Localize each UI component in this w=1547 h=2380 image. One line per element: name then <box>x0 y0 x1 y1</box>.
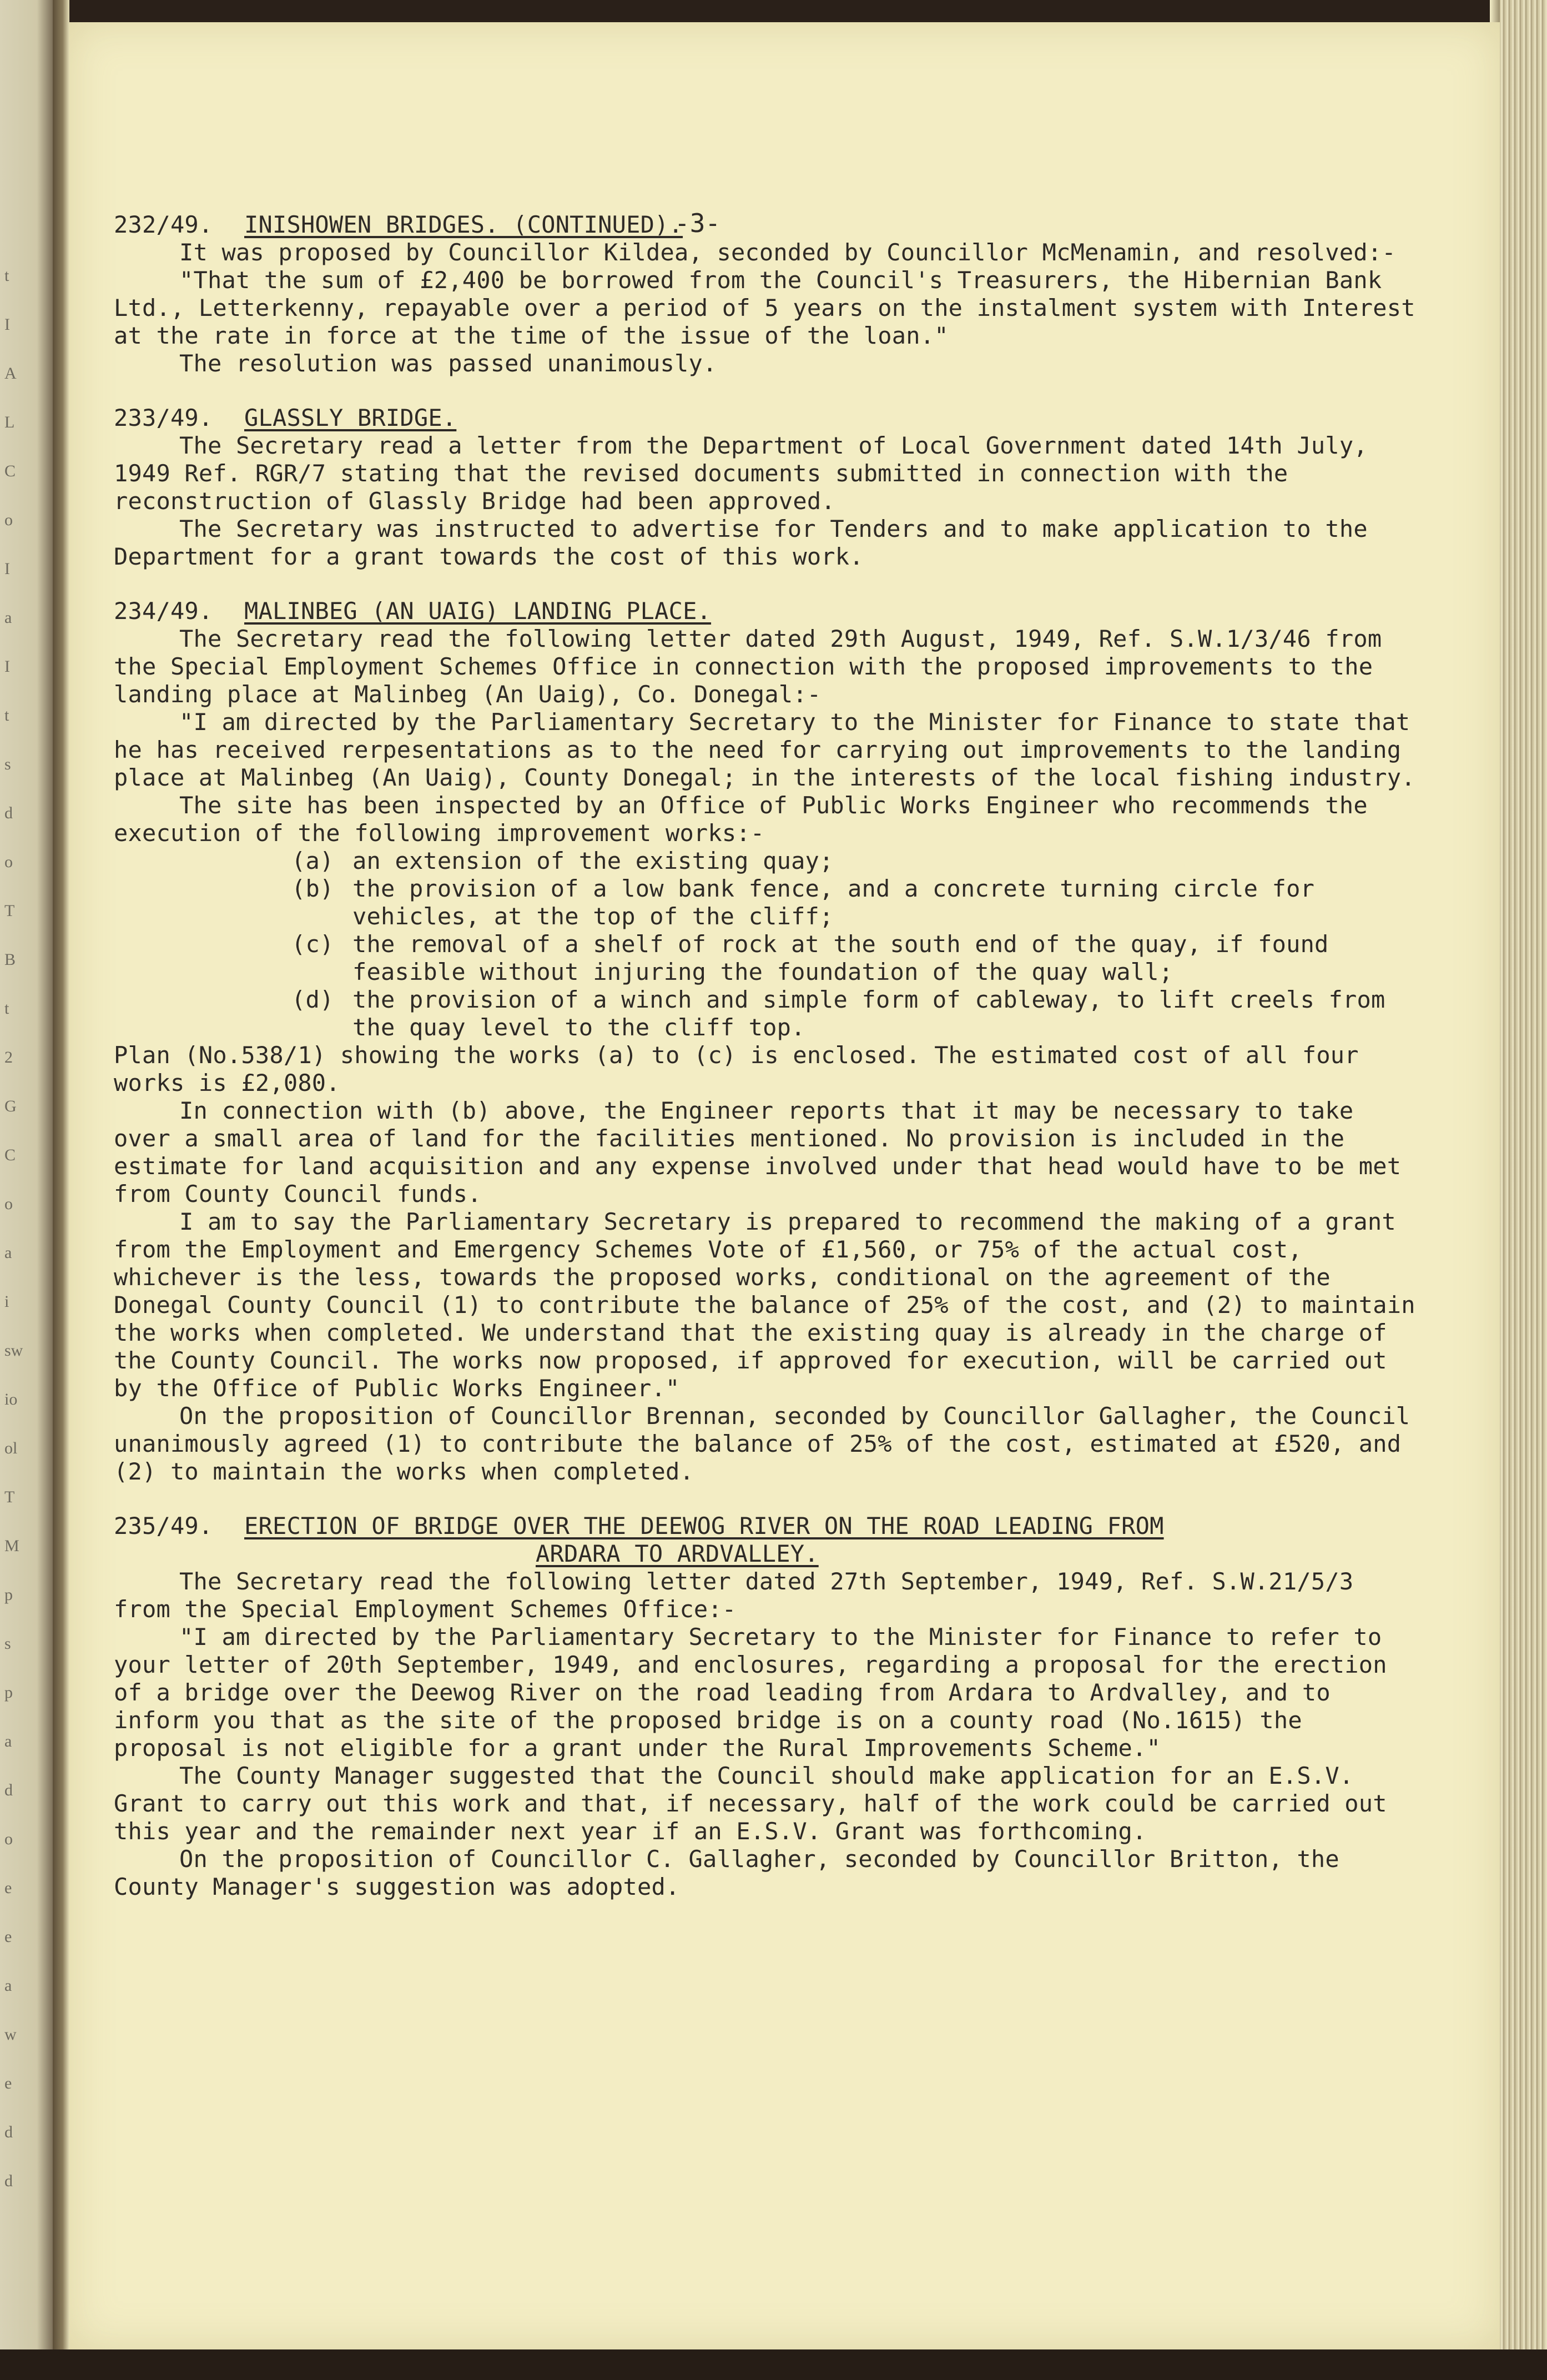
facing-page-fragment: sw <box>4 1341 23 1360</box>
list-text: the removal of a shelf of rock at the south end of the quay, if found feasible without injuring the foundation of the quay wall; <box>352 930 1329 985</box>
list-item <box>114 930 1424 986</box>
section-title-line-2: ARDARA TO ARDVALLEY. <box>536 1540 819 1567</box>
facing-page-fragment: T <box>4 1488 15 1506</box>
section-title: ERECTION OF BRIDGE OVER THE DEEWOG RIVER ON THE ROAD LEADING FROM <box>244 1512 1164 1539</box>
minute-number: 235/49. <box>114 1512 213 1539</box>
facing-page-fragment: M <box>4 1537 19 1555</box>
list-text: the provision of a winch and simple form of cableway, to lift creels from the quay level to the cliff top. <box>352 986 1385 1041</box>
paragraph: Plan (No.538/1) showing the works (a) to (c) is enclosed. The estimated cost of all four works is £2,080. <box>114 1041 1359 1096</box>
letter-quote: "I am directed by the Parliamentary Secretary to the Minister for Finance to refer to your letter of 20th September, 1949, and enclosures, regarding a proposal for the erection of a bridge over the Deewog River on the road leading from Ardara to Ardvalley, and to inform you that as the site of the proposed bridge is on a county road (No.1615) the proposal is not eligible for a grant under the Rural Improvements Scheme." <box>114 1623 1387 1762</box>
facing-page-fragment: t <box>4 706 9 724</box>
facing-page-fragment: s <box>4 755 11 773</box>
facing-page-fragment: t <box>4 266 9 285</box>
facing-page-fragment: o <box>4 1195 13 1213</box>
facing-page-fragment: B <box>4 950 16 969</box>
bottom-background <box>0 2349 1547 2380</box>
minute-234-49 <box>114 597 1424 1486</box>
paragraph: On the proposition of Councillor C. Gallagher, seconded by Councillor Britton, the County Manager's suggestion was adopted. <box>114 1845 1339 1900</box>
paragraph: The site has been inspected by an Office of Public Works Engineer who recommends the execution of the following improvement works:- <box>114 792 1368 847</box>
list-item <box>114 847 1424 875</box>
list-marker: (d) <box>291 986 334 1013</box>
facing-page-fragment: A <box>4 364 17 383</box>
paragraph: It was proposed by Councillor Kildea, seconded by Councillor McMenamin, and resolved:- <box>179 239 1396 266</box>
facing-page-fragment: d <box>4 2123 13 2141</box>
list-item <box>114 875 1424 930</box>
paragraph: The Secretary was instructed to advertise for Tenders and to make application to the Department for a grant towards the cost of this work. <box>114 515 1368 570</box>
minute-235-49 <box>114 1512 1424 1901</box>
minute-232-49 <box>114 211 1424 378</box>
binding-gutter <box>53 0 69 2380</box>
works-list <box>114 847 1424 1041</box>
paragraph: On the proposition of Councillor Brennan, seconded by Councillor Gallagher, the Council unanimously agreed (1) to contribute the balance of 25% of the cost, estimated at £520, and (2) to maintain the works when completed. <box>114 1402 1410 1485</box>
minute-number: 232/49. <box>114 211 213 238</box>
section-heading <box>114 597 1424 625</box>
facing-page-fragment: o <box>4 1830 13 1848</box>
facing-page-fragment: e <box>4 1879 12 1897</box>
list-text: an extension of the existing quay; <box>352 847 834 874</box>
facing-page-fragment: e <box>4 2074 12 2092</box>
facing-page-fragment: w <box>4 2025 17 2044</box>
minutes-body <box>114 211 1424 1928</box>
paragraph: The Secretary read the following letter dated 29th August, 1949, Ref. S.W.1/3/46 from the Special Employment Schemes Office in connection with the proposed improvements to the landing place at Malinbeg (An Uaig), Co. Donegal:- <box>114 625 1382 708</box>
facing-page-fragment: e <box>4 1928 12 1946</box>
page-number: -3- <box>674 208 721 238</box>
paragraph: The Secretary read the following letter dated 27th September, 1949, Ref. S.W.21/5/3 from the Special Employment Schemes Office:- <box>114 1568 1354 1623</box>
facing-page-fragment: I <box>4 315 10 334</box>
section-title: GLASSLY BRIDGE. <box>244 404 457 431</box>
facing-page-fragment: io <box>4 1390 18 1408</box>
facing-page-fragment: d <box>4 804 13 822</box>
section-heading <box>114 211 1424 239</box>
facing-page-fragment: t <box>4 999 9 1018</box>
minute-number: 234/49. <box>114 597 213 625</box>
list-item <box>114 986 1424 1041</box>
facing-page-fragment: ol <box>4 1439 18 1457</box>
paragraph: In connection with (b) above, the Engineer reports that it may be necessary to take over a small area of land for the facilities mentioned. No provision is included in the estimate for land acquisition and any expense involved under that head would have to be met from County Council funds. <box>114 1097 1402 1207</box>
document-page <box>69 22 1500 2349</box>
facing-page-fragment: G <box>4 1097 17 1115</box>
minute-233-49 <box>114 404 1424 571</box>
paragraph: The Secretary read a letter from the Department of Local Government dated 14th July, 1949 Ref. RGR/7 stating that the revised documents submitted in connection with the reconstruction of Glassly Bridge had been approved. <box>114 432 1368 515</box>
paragraph: The resolution was passed unanimously. <box>179 350 717 377</box>
facing-page-fragment: I <box>4 560 10 578</box>
list-marker: (a) <box>291 847 334 874</box>
facing-page-fragment: p <box>4 1586 13 1604</box>
facing-page-fragment: o <box>4 853 13 871</box>
facing-page-fragment: a <box>4 1976 12 1995</box>
list-marker: (b) <box>291 875 334 902</box>
stacked-page-edges <box>1500 0 1547 2380</box>
section-title: MALINBEG (AN UAIG) LANDING PLACE. <box>244 597 712 625</box>
facing-page-fragment: a <box>4 608 12 627</box>
section-heading <box>114 1512 1424 1540</box>
facing-page-fragment: d <box>4 2172 13 2190</box>
facing-page-fragment: d <box>4 1781 13 1799</box>
facing-page-fragment: p <box>4 1683 13 1702</box>
facing-page-fragment: C <box>4 1146 16 1164</box>
paragraph: I am to say the Parliamentary Secretary is prepared to recommend the making of a grant from the Employment and Emergency Schemes Vote of £1,560, or 75% of the actual cost, whichever is the less, towards the proposed works, conditional on the agreement of the Donegal County Council (1) to contribute the balance of 25% of the cost, and (2) to maintain the works when completed. We understand that the existing quay is already in the charge of the County Council. The works now proposed, if approved for execution, will be carried out by the Office of Public Works Engineer." <box>114 1208 1415 1402</box>
resolution-quote: "That the sum of £2,400 be borrowed from the Council's Treasurers, the Hibernian Bank Ltd., Letterkenny, repayable over a period of 5 years on the instalment system with Interest at the rate in force at the time of the issue of the loan." <box>114 266 1415 349</box>
adjacent-page-edge <box>0 0 53 2380</box>
list-text: the provision of a low bank fence, and a concrete turning circle for vehicles, at the top of the cliff; <box>352 875 1315 930</box>
paragraph: The County Manager suggested that the Council should make application for an E.S.V. Grant to carry out this work and that, if necessary, half of the work could be carried out this year and the remainder next year if an E.S.V. Grant was forthcoming. <box>114 1762 1387 1845</box>
facing-page-fragment: i <box>4 1292 9 1311</box>
facing-page-fragment: I <box>4 657 10 676</box>
list-marker: (c) <box>291 930 334 958</box>
facing-page-fragment: a <box>4 1244 12 1262</box>
minute-number: 233/49. <box>114 404 213 431</box>
facing-page-fragment: s <box>4 1634 11 1653</box>
facing-page-fragment: o <box>4 511 13 529</box>
section-title: INISHOWEN BRIDGES. (CONTINUED). <box>244 211 683 238</box>
facing-page-fragment: C <box>4 462 16 480</box>
facing-page-fragment: T <box>4 902 15 920</box>
facing-page-fragment: L <box>4 413 15 431</box>
facing-page-fragment: a <box>4 1732 12 1750</box>
letter-quote: "I am directed by the Parliamentary Secretary to the Minister for Finance to state that he has received rerpesentations as to the need for carrying out improvements to the landing place at Malinbeg (An Uaig), County Donegal; in the interests of the local fishing industry. <box>114 708 1415 791</box>
facing-page-fragment: 2 <box>4 1048 13 1066</box>
section-heading <box>114 404 1424 432</box>
